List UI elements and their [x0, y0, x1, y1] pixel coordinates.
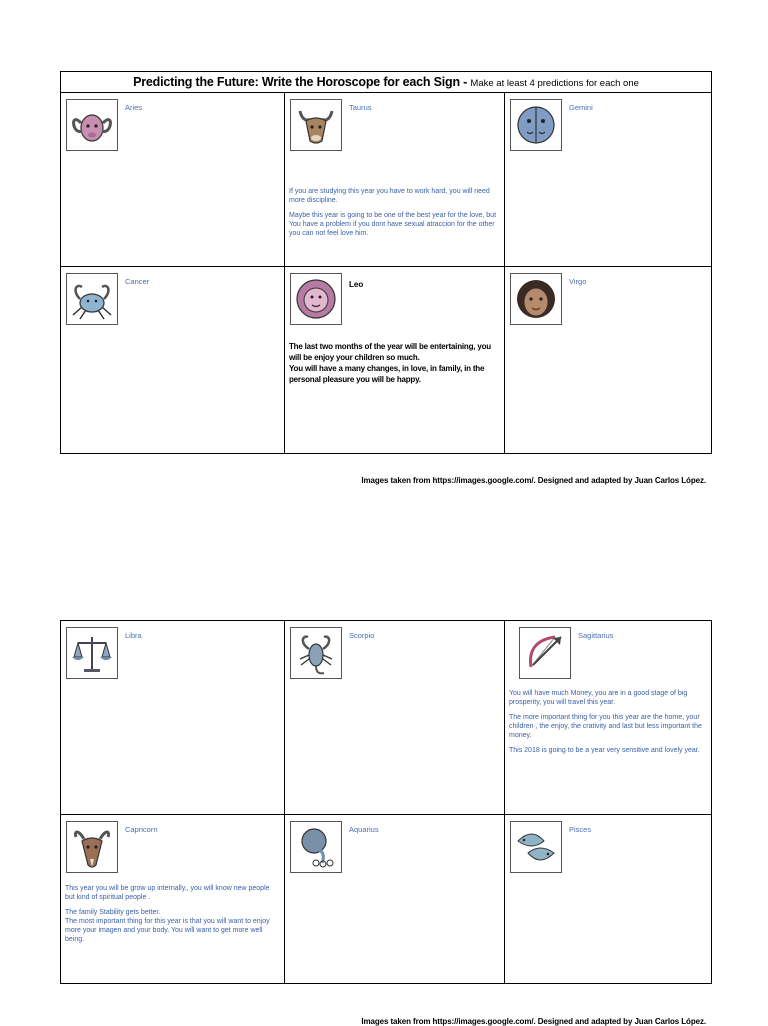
prediction-text: You will have a many changes, in love, in family, in the personal pleasure you will be happy. [289, 364, 485, 384]
sign-cell-aquarius [285, 815, 505, 983]
prediction-text: If you are studying this year you have to work hard, you will need more discipline. [289, 188, 490, 204]
goat-icon [66, 821, 118, 873]
prediction-text: The family Stability gets better. [65, 909, 161, 916]
sign-cell-virgo [505, 267, 711, 453]
sign-name: Virgo [569, 277, 587, 286]
prediction-text: The last two months of the year will be entertaining, you will be enjoy your children so much. [289, 342, 491, 362]
sign-name: Scorpio [349, 631, 375, 640]
horoscope-table-1 [60, 71, 712, 454]
predictions [509, 689, 707, 761]
prediction-text: The most important thing for this year is that you will want to enjoy more your imagen and your body. You will want to get more well being. [65, 918, 270, 943]
sign-cell-sagittarius [505, 621, 711, 815]
fish-icon [510, 821, 562, 873]
image-credit: Images taken from https://images.google.com/. Designed and adapted by Juan Carlos López. [361, 1017, 706, 1026]
prediction-text: This year you will be grow up internally,, you will know new people but kind of spiritual people . [65, 885, 270, 901]
twins-face-icon [510, 99, 562, 151]
sign-cell-libra [61, 621, 285, 815]
lion-icon [290, 273, 342, 325]
prediction-text: The more important thing for you this year are the home, your children , the enjoy, the crativity and last but less important the money. [509, 714, 702, 739]
sign-cell-pisces [505, 815, 711, 983]
worksheet-title [61, 72, 711, 93]
sign-cell-aries [61, 93, 285, 267]
maiden-face-icon [510, 273, 562, 325]
sign-name: Pisces [569, 825, 592, 834]
sign-cell-scorpio [285, 621, 505, 815]
horoscope-table-2 [60, 620, 712, 984]
sign-name: Libra [125, 631, 142, 640]
sign-name: Capricorn [125, 825, 158, 834]
water-bearer-icon [290, 821, 342, 873]
prediction-text: You will have much Money, you are in a good stage of big prosperity, you will travel this year. [509, 690, 688, 706]
image-credit: Images taken from https://images.google.com/. Designed and adapted by Juan Carlos López. [361, 476, 706, 485]
sign-cell-cancer [61, 267, 285, 453]
scales-icon [66, 627, 118, 679]
predictions [65, 884, 280, 950]
crab-icon [66, 273, 118, 325]
title-main: Predicting the Future: Write the Horoscope for each Sign - [133, 75, 471, 89]
bow-arrow-icon [519, 627, 571, 679]
sign-cell-taurus [285, 93, 505, 267]
title-sub: Make at least 4 predictions for each one [470, 78, 639, 89]
ram-icon [66, 99, 118, 151]
sign-name: Taurus [349, 103, 372, 112]
sign-name: Sagittarius [578, 631, 614, 640]
prediction-text: Maybe this year is going to be one of the best year for the love, but You have a problem if you dont have sexual atraccion for the other you can not feel love him. [289, 212, 497, 237]
sign-cell-capricorn [61, 815, 285, 983]
scorpion-icon [290, 627, 342, 679]
sign-name: Leo [349, 280, 364, 289]
sign-name: Cancer [125, 277, 150, 286]
sign-cell-leo [285, 267, 505, 453]
bull-icon [290, 99, 342, 151]
sign-name: Gemini [569, 103, 593, 112]
sign-name: Aquarius [349, 825, 379, 834]
predictions [289, 187, 500, 244]
prediction-text: This 2018 is going to be a year very sensitive and lovely year. [509, 747, 700, 754]
predictions [289, 341, 500, 385]
sign-cell-gemini [505, 93, 711, 267]
sign-name: Aries [125, 103, 143, 112]
